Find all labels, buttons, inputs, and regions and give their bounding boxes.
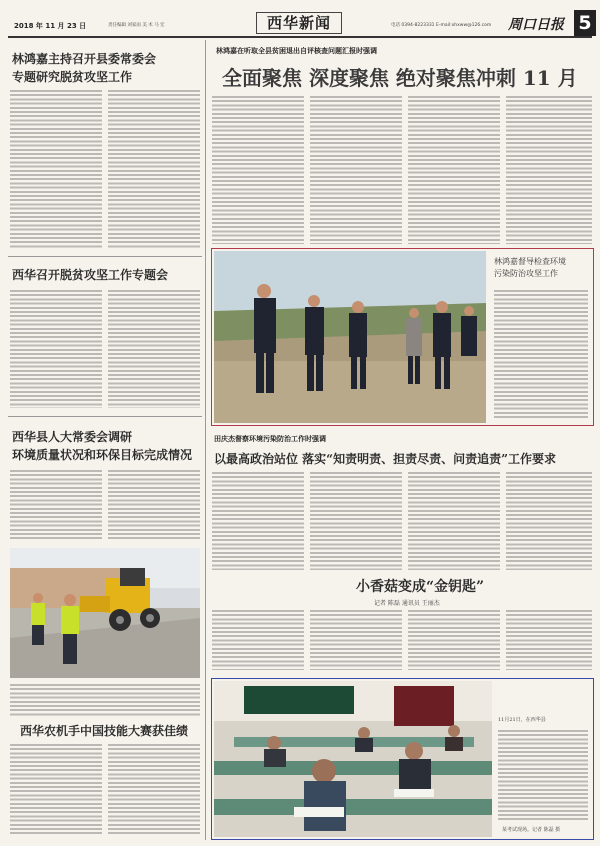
traffic-police-photo [10, 548, 200, 678]
exam-photo [214, 681, 492, 837]
article-2-title: 西华召开脱贫攻坚工作专题会 [12, 268, 169, 282]
env-caption-body [494, 290, 588, 420]
tian-body-col-2 [310, 472, 402, 570]
article-4-body-col-1 [10, 744, 102, 836]
page-number: 5 [574, 10, 596, 36]
article-1-body-col-1 [10, 90, 102, 248]
article-2-body-col-1 [10, 290, 102, 408]
photo-caption-text [10, 684, 200, 716]
tian-body-col-3 [408, 472, 500, 570]
issue-date: 2018 年 11 月 23 日 [14, 22, 87, 30]
tian-body-col-1 [212, 472, 304, 570]
article-2-body-col-2 [108, 290, 200, 408]
paper-logo: 周口日报 [508, 17, 564, 33]
page-header [8, 8, 592, 38]
article-1-title-line-2: 专题研究脱贫攻坚工作 [12, 70, 133, 84]
tian-headline: 以最高政治站位 落实“知责明责、担责尽责、问责追责”工作要求 [214, 452, 556, 466]
mushroom-body-col-1 [212, 610, 304, 670]
article-3-title-line-1: 西华县人大常委会调研 [12, 430, 133, 444]
column-divider [205, 40, 206, 840]
divider [8, 416, 202, 417]
lead-body-col-1 [212, 96, 304, 244]
article-3-body-col-2 [108, 470, 200, 540]
article-4-title: 西华农机手中国技能大赛获佳绩 [20, 724, 189, 738]
lead-kicker: 林鸿嘉在听取全县贫困退出自评核查问题汇报时强调 [216, 47, 377, 55]
exam-caption-line-1: 11月21日，在西华县 [498, 717, 546, 723]
mushroom-title: 小香菇变成“金钥匙” [356, 579, 485, 595]
mushroom-body-col-3 [408, 610, 500, 670]
tian-body-col-4 [506, 472, 592, 570]
contact-line: 电话 0394-8223331 E-mail:xhxww@126.com [391, 23, 492, 28]
mushroom-body-col-4 [506, 610, 592, 670]
article-1-title-line-1: 林鸿嘉主持召开县委常委会 [12, 52, 157, 66]
tian-kicker: 田庆杰督察环境污染防治工作时强调 [214, 435, 326, 443]
article-4-body-col-2 [108, 744, 200, 836]
lead-body-col-2 [310, 96, 402, 244]
env-caption-line-2: 污染防治攻坚工作 [494, 269, 558, 278]
mushroom-byline: 记者 陈磊 通讯员 王丽杰 [374, 600, 440, 607]
editor-line: 责任编辑 刘家雨 美 术 马 宏 [108, 23, 165, 28]
env-inspection-photo [214, 251, 486, 423]
article-3-title-line-2: 环境质量状况和环保目标完成情况 [12, 448, 193, 462]
lead-body-col-4 [506, 96, 592, 244]
mushroom-body-col-2 [310, 610, 402, 670]
lead-headline: 全面聚焦 深度聚焦 绝对聚焦冲刺 11 月 [222, 66, 578, 90]
section-title: 西华新闻 [256, 12, 342, 34]
env-caption-line-1: 林鸿嘉督导检查环境 [494, 257, 566, 266]
exam-caption-credit: 某考试现场。记者 陈磊 摄 [502, 827, 561, 833]
divider [8, 256, 202, 257]
lead-body-col-3 [408, 96, 500, 244]
article-3-body-col-1 [10, 470, 102, 540]
exam-caption-body [498, 730, 588, 820]
article-1-body-col-2 [108, 90, 200, 248]
